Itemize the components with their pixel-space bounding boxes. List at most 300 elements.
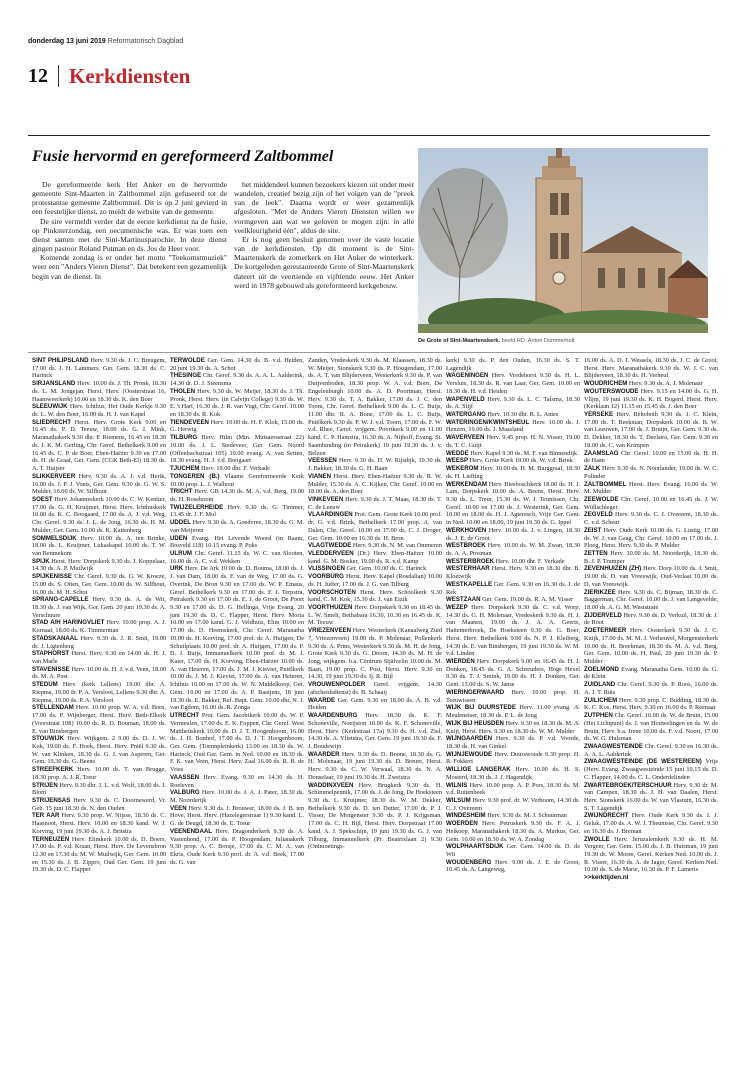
listing-place: STRIJENSAS [32, 796, 71, 804]
listing-place: WOUTERSWOUDE [584, 387, 639, 395]
listing-services: Herv. 10.00 ds. H. S. Mosterd, 18.30 ds. J. J. Hagendijk [446, 766, 580, 781]
listing-entry [308, 357, 442, 457]
listing-services: Herv. 9.30 ds. P. v.d. Voorde, 18.30 ds. H. van Ginkel [446, 735, 580, 750]
listing-services: Herv. Dorpskerk 9.30 en 18.45 ds. L. W. Smelt, Bethabara 16.30, 10.30 en 16.45 ds. K. M. Teeuw [308, 604, 442, 627]
listing-entry [308, 681, 442, 696]
listing-entry [446, 812, 580, 820]
listing-services: Herv. Westerkerk (Kanaalweg Zuid 7, Vriezenveen) 19.00 ds. P. Molenaar, Pollenkerk 9.30 ds. A. Prins, Westerkerk 9.30 ds. M. H. de Jong, Grote Kerk 9.30 ds. G. Doorn, 14.30 ds. M. H. de Jong, wijkgem. b.a. Centrum Stjälvelin 10.00 ds. M. Baan, 19.00 prop. C. Post, Herst. Herv. 9.30 en 14.30, 19 juni 19.30 ds. Ij. R. Bijl [308, 627, 442, 681]
listing-entry [446, 527, 580, 542]
article-paragraph: het middendeel kunnen bezoekers kiezen uit onder meer wandelen, creatief bezig zijn of het volgen van de "preek van de leek". Daarna wordt er weer gezamenlijk afgesloten. "Met de Anders Vieren Diensten willen we vormgeven aan wat we geloven te mogen zijn: in alle veelkleurigheid één", aldus de site. [234, 180, 414, 235]
listing-place: SPIJK [32, 557, 50, 565]
listing-entry [308, 782, 442, 851]
listing-place: WOUDRICHEM [584, 380, 628, 388]
listing-place: ZWOLLE [584, 835, 610, 843]
listing-place: WEKEROM [446, 465, 479, 473]
listing-services: Ger. Gem. 10.00 ds. C. Harinck [346, 565, 427, 573]
listing-place: ZALK [584, 465, 601, 473]
listing-entry [446, 797, 580, 812]
listing-services: (Dr.) Herv. Eben-Haëzer 10.00 kand. G. M. Bosker, 19.00 ds. R. v.d. Kamp [308, 549, 442, 565]
listing-place: UTRECHT [170, 712, 200, 720]
listing-place: WADDINXVEEN [308, 781, 354, 789]
listing-entry [446, 751, 580, 766]
listing-entry [446, 735, 580, 750]
masthead-paper: Reformatorisch Dagblad [107, 38, 184, 45]
listing-services: Herv. 9.30 ds. N. M. van Ommeren [352, 542, 442, 550]
listing-place: ZOETERMEER [584, 627, 627, 635]
listing-entry [32, 619, 166, 634]
listing-place: WAPENVELD [446, 395, 485, 403]
listing-entry [584, 380, 718, 388]
listing-entry [584, 697, 718, 712]
listing-place: WAARDE [308, 696, 336, 704]
listing-entry [32, 403, 166, 418]
listing-services: Chr. Geref. 9.30 ds. A. A. L. Aalderink, 14.30 dr. D. J. Steensma [170, 372, 304, 388]
listing-entry [446, 372, 580, 395]
listing-place: ZOELMOND [584, 665, 619, 673]
listing-place: UDDEL [170, 519, 191, 527]
listing-entry [446, 766, 580, 781]
article-paragraph: Komende zondag is er onder het motto "Toekomstmuziek" weer een "Anders Vieren Dienst". Dat betekent een gezamenlijk begin van de dienst. In [32, 253, 227, 281]
listing-services: Herv. 9.30 ds. M. J. Schuurman [487, 812, 567, 820]
listing-entry [446, 859, 580, 874]
listing-entry [32, 735, 166, 766]
listing-services: Ger. Gem. 9.30 en 16.30 ds. J. de Rek [446, 580, 580, 596]
listing-place: ZIJDERVELD [584, 611, 622, 619]
listing-entry [584, 836, 718, 875]
listing-entry [170, 712, 304, 774]
listing-entry [446, 411, 580, 419]
listing-services: Herv. 10.30 dhr. R. L. Antes [487, 411, 559, 419]
listing-place: WEZEP [446, 604, 468, 611]
listing-services: Herv. Rehoboth 9.30 ds. J. C. Klein, 17.00 ds. T. Beekman, Dorpskerk 10.00 ds. B. W. van Leeuwen, 17.00 ds. J. Bruijn, Ger. Gem. 9.30 ds. D. Dekker, 18.30 ds. T. Deelstra, Ger. Gem. 9.30 en 18.00 ds. C. van Krimpen [584, 411, 718, 449]
listing-entry [446, 658, 580, 689]
listing-place: SLIKKERVEER [32, 472, 76, 480]
listing-services: Herv. 9.30 ds. C. J. Overeem, 18.30 ds. C. v.d. Scheur [584, 511, 718, 527]
listing-services: Herv. 9.30 ds. J. C. Breugem, 17.00 ds. J. H. Lammers. Ger. Gem. 18.30 ds. C. Harinck [32, 357, 166, 380]
listing-entry [32, 681, 166, 704]
listing-entry [446, 542, 580, 557]
listing-services: Evang. Het Levende Woord (in Raam, Bosveld 118) 10.15 evang. P. Poks [170, 534, 304, 550]
listing-place: SLIEDRECHT [32, 418, 71, 426]
listing-place: WIJNJEWOUDE [446, 750, 493, 758]
listing-services: Herv. 19.00 dhr. F. Verkade [201, 465, 270, 473]
listing-place: WOUDENBERG [446, 858, 492, 866]
listing-services: Herv. 18.30 ds. K. F. Schoneville, Noeijston 10.00 ds. K. F. Schoneville, Herst. Herv. (Kerkstraat 17a) 9.30 ds. H. v.d. Ziel, 14.30 ds. A. Vlietstra, Ger. Gem. 19 juni 19.30 ds. F. J. Boudewijn [308, 712, 442, 750]
listing-entry [446, 565, 580, 580]
listing-entry [32, 635, 166, 650]
listing-services: Herv. Dorp 10.00 ds. J. Smit, 19.00 ds. D. van Vreeswijk, Oud-Verlaat 10.00 ds. D. van Vreeswijk [584, 565, 718, 588]
listing-place: VOORSCHOTEN [308, 588, 356, 596]
listing-entry [170, 357, 304, 372]
listing-entry [584, 666, 718, 681]
listing-services: Herv. Oude Kerk 9.30 ds. I. J. Geluk, 17.00 ds. A. W. J. Theunisse, Chr. Geref. 9.30 en 16.30 ds. J. Breman [584, 812, 718, 835]
listing-entry [308, 589, 442, 604]
listing-entry [170, 519, 304, 534]
listing-services: Vrije (Herv. Evang. Zwaagwesteinde 15 juni 10.15 ds. D. C. Flapper, 14.00 ds. C. L. Onderdelinden [584, 758, 718, 781]
listing-place: WESTERBROEK [446, 557, 495, 565]
listing-place: SOEST [32, 495, 53, 503]
listing-place: ZWAAGWESTEINDE [584, 742, 643, 750]
listing-entry [170, 504, 304, 519]
listing-place: STREEFKERK [32, 766, 74, 774]
listing-services: Herv. Ichthus, Het Oude Kerkje 9.30 ds. L. W. den Boer, 16.00 ds. H. J. van Kapel [32, 403, 166, 419]
listing-place: VEEN [170, 804, 187, 812]
listing-place: ZEVENHUIZEN (ZH) [584, 565, 642, 573]
listing-entry [446, 481, 580, 527]
listing-place: THOLEN [170, 387, 196, 395]
section-title: Kerkdiensten [69, 64, 191, 88]
listing-entry [584, 782, 718, 813]
listing-place: UDEN [170, 534, 188, 542]
masthead [28, 38, 183, 45]
listing-place: VLEDDERVEEN [308, 549, 354, 557]
listing-services: Herv. 9.30 ds. W. Meijer, 18.30 ds. J. Th. Pronk, Herst. Herv. (in Calvijn College) 9.30 ds. W. E. 't Hart, 16.30 ds. J. R. van Vugt, Chr. Geref. 10.00 en 18.30 ds. R. Kok [170, 387, 304, 419]
listing-place: SPIJKENISSE [32, 573, 72, 581]
listing-services: Chr. Geref. 10.00 ds. W. de Bruin, 15.00 (Het Lichtpunt) ds. J. van Houwelingen en ds. W. de Bruin, Herv. b.a. Irene 10.00 ds. F. v.d. Noort, 17.00 ds. W. G. Hulsman [584, 712, 718, 743]
listing-place: WERKHOVEN [446, 526, 487, 534]
listing-services: Herv. Jeruzalemkerk 9.30 ds. H. M. Vergeer, Ger. Gem. 15.00 ds. J. B. Huisman, 19 juni 19.30 ds. W. Moree, Geref. Kerken Ned. 10.00 ds. J. R. Visser, 16.30 ds. A. de Jager, Geref. Kerken Ned. 10.00 ds. S. de Marie, 16.30 ds. P. F. Lameris [584, 835, 718, 874]
listing-place: WESTERHAAR [446, 565, 490, 573]
listing-entry [446, 558, 580, 566]
listing-services: Evang. Maranatha Gem. 10.00 ds. G. de Klein [584, 665, 718, 681]
listing-entry [308, 542, 442, 550]
listing-entry [32, 573, 166, 596]
listing-place: SOMMELSDIJK [32, 534, 77, 542]
listing-entry [32, 797, 166, 812]
listing-place: ZWARTEBROEK/TERSCHUUR [584, 781, 672, 789]
listing-entry [170, 828, 304, 867]
listing-entry [584, 743, 718, 758]
listing-entry [446, 450, 580, 458]
listing-services: Herv. 9.30 ds. J. T. Maas, 18.30 ds. T. C. de Leeuw [308, 495, 442, 511]
listing-services: Herst. Herv. Evang. 16.00 ds. W. M. Mulder [584, 480, 718, 496]
listing-place: STAPHORST [32, 650, 70, 658]
listing-services: Herv. 10.00 prop. W. A. v.d. Born, 17.00 ds. P. Wijnberger, Herst. Herv. Beth-Elkerk (Voorstraat 108) 10.00 ds. R. D. Bouman, 18.00 ds. E. van Binsbergen [32, 704, 166, 735]
listing-entry [32, 357, 166, 380]
listing-services: Herv. 9.30 en 18.30 ds. M. A. Kuijt, Herst. Herv. 9.30 en 18.30 ds. W. M. Mulder [446, 719, 580, 735]
listing-services: Herv. 10.00 ds. H. M. Burggraaf, 18.30 ds. H. Liefting [446, 465, 580, 480]
listing-entry [446, 604, 580, 658]
listing-entry [170, 550, 304, 565]
listing-services: Herv. 9.30 ds. J. Brouwer, 18.00 ds. J. B. ten Hove, Herst. Herv. (Hazelegerstraat 1) 9.30 kand. L. G. de Deugd, 18.30 ds. E. Treur [170, 804, 304, 828]
listing-place: VEENENDAAL [170, 827, 212, 835]
listing-services: Herv. 9.30 ds. G. Timmer, 13.45 dr. J. F. Mol [170, 503, 304, 519]
listing-services: Herv. 10.00 ds. T. van Brugge, 18.30 prop. A. J. R. Treur [32, 766, 166, 781]
listing-services: Prot. Gem. Grote Kerk 10.00 prof. dr. G. v.d. Brink, Bethelkerk 17.00 prop. A. van Dalen, Chr. Geref. 10.00 en 17.00 ds. C. J. Droger, Ger. Gem. 10.00 en 16.30 ds. H. Bron [308, 511, 442, 542]
listing-entry [32, 782, 166, 797]
listing-entry [170, 488, 304, 503]
listing-services: Herv. 10.00 prop. A. J. Kornaat, 18.00 ds. K. Timmerman [32, 619, 166, 635]
listing-services: Herv. Kapel 9.30 ds. M. F. van Binnendijk [470, 449, 578, 457]
listing-services: Herv. 9.00 ds. J. E. de Groot, 10.45 ds. A. Langeweg, [446, 858, 580, 874]
listing-entry [446, 465, 580, 480]
listing-entry [446, 396, 580, 411]
article-headline: Fusie hervormd en gereformeerd Zaltbommel [32, 148, 334, 165]
listing-column-1 [32, 357, 166, 1043]
listing-services: Herst. Herv. Schoolkerk 9.30 kand. C. M. Kok, 15.30 ds. J. van Eizik [308, 588, 442, 604]
listing-services: Herv. 10.00 ds. A. ten Brinke, 18.00 ds. L. Kruijmer, Lukaskapel 10.00 ds. T. W. van Benmekom [32, 534, 166, 557]
listing-place: VOORBURG [308, 573, 344, 581]
listing-services: Herv. Elimkerk 10.00 ds. D. Boers, 17.00 ds. P. v.d. Kraan, Herst. Herv. De Levensbron 12.30 en 17.30 ds. M. W. Muilwijk, Ger. Gem. 10.00 en 15.30 ds. J. B. Zippro, Oud Ger. Gem. 19 juni 19.30 ds. D. C. Flapper [32, 835, 166, 874]
listing-entry [308, 496, 442, 511]
listing-place: WOERDEN [446, 820, 478, 828]
listing-services: Herst. Herv. Kapel (Rosdalian) 10.00 ds. H. Juffer, 17.00 ds. J. G. van Tilburg [308, 573, 442, 588]
listing-entry [32, 419, 166, 473]
listing-services: Herv. Grote Kerk 19.00 ds. W. v.d. Brink [469, 457, 573, 465]
listing-services: Prot. Gem. Jacobikerk 10.00 ds. W. P. Vermeulen, 17.00 ds. E. K. Foppen, Chr. Geref. West Mattheüskerk 10.00 ds. D. J. T. Hoogenboom, 16.00 ds. J. H. Bonhof, 17.00 ds. D. J. T. Hoogenboom, Ger. Gem. (Toennpleinkerk) 13.00 en 18.30 ds. W. Harinck, Oud Ger. Gem. in Ned. 10.00 en 18.30 ds. F. K. van Veen, Herst. Herv. Zaal 16.00 ds. R. B. de Vries [170, 712, 304, 774]
listing-services: Vlaams Gereformeerde Kerk 10.00 prop. L. J. Walhout [170, 472, 304, 488]
listing-services: Herv. 10.00 dhr. F. Verkade [495, 557, 565, 565]
listing-place: WIJNGAARDEN [446, 735, 493, 743]
listing-entry [170, 372, 304, 387]
listing-services: 16.00 ds. A. D. J. Wessels, 18.30 ds. J. C. de Groot, Herst. Herv. Maranathakerk 9.30 ds. W. J. C. van Blijderveen, 18.30 ds. H. Verheul [584, 357, 718, 380]
listing-entry [584, 712, 718, 743]
listing-entry [308, 457, 442, 472]
listing-services: Herv. 10.00 ds. J. A. J. Pater, 18.30 ds. M. Noorderijk [170, 789, 304, 804]
listing-place: YERSEKE [584, 411, 614, 419]
listing-entry [32, 473, 166, 496]
listing-place: VALBURG [170, 789, 200, 797]
listing-place: ZALTBOMMEL [584, 480, 627, 488]
listing-place: WIERDEN [446, 658, 475, 666]
listing-place: VINKEVEEN [308, 495, 344, 503]
listing-entry [584, 758, 718, 781]
listing-place: ZEIST [584, 526, 602, 534]
listing-place: ZWAAGWESTEINDE (DE WESTEREEN) [584, 758, 702, 766]
page-number: 12 [28, 65, 59, 87]
listing-place: ZIERIKZEE [584, 588, 616, 596]
listing-place: WAARDENBURG [308, 712, 358, 720]
listing-place: URK [170, 565, 184, 573]
listing-entry [308, 751, 442, 782]
listing-services: Herv. 10.00 ds. J. Henzen, 19.00 ds. J. Maasland [446, 418, 580, 434]
listing-services: Herv. 10.00 ds. W. M. Zwan, 18.30 ds. A. A. Prosman [446, 542, 580, 557]
photo-credit: beeld RD, Anton Dommerholt [501, 338, 575, 344]
listing-services: Herst. Herv. Dorpskerk 9.30 ds. J. Koppelaar, 14.30 ds. A. P. Muilwijk [32, 557, 166, 573]
listing-place: SLEEUWIJK [32, 403, 68, 411]
listing-services: Herv. 9.30 ds. J. R. Smit, 19.00 ds. J. Ligtenberg [32, 634, 166, 650]
listing-services: Herv. Evang. 9.30 en 14.30 ds. H. Roeleven [170, 773, 304, 789]
listing-services: Chr. Geref. 10.00 en 16.45 ds. J. W. Wüllschleger [584, 495, 718, 511]
listing-place: WAVERVEEN [446, 434, 485, 442]
listing-services: Herv. Oosterkerk 9.30 ds. J. C. Kuijk, 17.00 ds. M. M. J. Verheuvel, Morgensterkerk 10.00 ds. H. Breekman, 18.30 ds. M. A. v.d. Berg, Ger. Gem. 10.00 ds. H. Paul, 20 juni 19.30 ds. P. Mulder [584, 627, 718, 666]
listing-place: VOORTHUIZEN [308, 604, 353, 611]
listing-place: VLAGTWEDDE [308, 542, 352, 550]
photo-caption-text: De Grote of Sint-Maartenskerk. [418, 338, 501, 344]
listing-services: Herv. 9.30 prop. C. Budding, 18.30 ds. K. C. Kos, Herst. Herv. 9.30 en 16.00 ds. P. Reenaar [584, 696, 718, 712]
listing-place: WILSUM [446, 796, 471, 804]
listing-services: Herv. 11.00 evang. A. Meuleneiser, 18.30 ds. P. L. de Jong [446, 704, 580, 720]
listing-services: Ger. Gem. 14.00 ds. D. de Wit [446, 843, 580, 858]
listing-services: Herst. Herv. 9.30 en 14.00 ds. H. J. van Marle [32, 650, 166, 666]
listing-place: WEESP [446, 457, 469, 465]
listing-services: Herv. Dragonderkerk 9.30 ds. A. Vastenhond, 17.00 ds. P. Hoogendam, Julianakerk 9.30 prop. A. C. Borsje, 17.00 ds. C. M. A. van Ekris, Oude Kerk 9.30 prof. dr. A. v.d. Beek, 17.00 ds. G. van [170, 827, 304, 866]
listing-place: TER AAR [32, 812, 60, 820]
listing-place: WIJK BIJ DUURSTEDE [446, 704, 516, 712]
listing-services: Herv. (kerk Lellens) 19.00 dhr. A. Riepma, 19.00 dr. P. A. Versloot, Lellens 9.30 dhr. A. Riepma, 19.00 ds. P. A. Versloot [32, 681, 166, 704]
listing-entry [584, 565, 718, 588]
listing-entry [584, 465, 718, 480]
listing-services: kerk) 9.30 ds. P. den Ouden, 16.30 ds. S. T. Lagendijk [446, 357, 580, 372]
listing-place: TONGEREN (B.) [170, 472, 220, 480]
listing-entry [308, 712, 442, 751]
listing-entry [308, 511, 442, 542]
listing-place: WATERGANG [446, 411, 486, 419]
listing-services: Herv. 10.00 ds. H. J. v.d. Veen, 18.00 ds. M. A. Post [32, 665, 166, 681]
listing-entry [170, 565, 304, 712]
listing-services: Zanden, Vredeskerk 9.30 ds. M. Klaassen, 18.30 ds. W. Meijer, Sionskerk 9.30 ds. P. Hoogendam, 17.00 ds. A. T. van Blijderveen, Westerkerk 9.30 ds. P. van Duijvenboden, 18.30 prop. W. A. v.d. Born, De Engelenburgh 10.00 ds. A. D. Poortman, Herst. Herv. 9.30 ds. T. A. Bakker, 17.00 ds. J. C. den Toom, Chr. Geref. Bethelkerk 9.00 ds. L. C. Buijs, 11.00 dhr. R. A. Bone, 17.00 ds. L. C. Buijs, Pniëlkerk 9.30 ds. P. W. J. v.d. Toorn, 17.00 ds. F. W. v.d. Rhee, Geref. vrijgem. Poortkerk 9.00 en 11.00 kand. C. P. Hamstra, 16.30 ds. A. Nijhoff, Evang. St. Saambinding (in Petrakerk) 19 juni 19.30 ds. J. v. Belzen [308, 357, 442, 457]
article-paragraph: Er is nog geen besluit genomen over de vaste locatie van de kerkdiensten. Op dit moment is de Sint-Maartenskerk de zomerkerk en Het Anker de winterkerk. De kortgeleden gerestaureerde Grote of Sint-Maartenskerk dateert uit de veertiende en vijftiende eeuw. Het Anker werd in 1978 gebouwd als gereformeerd kerkgebouw. [234, 234, 414, 290]
listing-services: Herv. 9.30 ds. A. J. v.d. Herik, 16.00 ds. J. P. J. Voets, Ger. Gem. 9.30 ds. G. W. S. Mulder, 16.00 ds. W. Silfhout [32, 472, 166, 496]
listing-place: WERKENDAM [446, 480, 487, 488]
listing-services: Ger. Gem. 14.30 ds. B. v.d. Heiden, 20 juni 19.30 ds. A. Schot [170, 357, 304, 372]
listing-services: Chr. Geref. 9.30 ds. P. Roos, 16.00 ds. A. J. T. Ruis [584, 681, 718, 696]
listing-services: Ger. Gem. 19.00 ds. R. A. M. Visser [482, 596, 574, 604]
listing-entry [446, 843, 580, 858]
listing-entry [446, 782, 580, 797]
listing-services: Herv. De Ark 10.00 ds. D. Bouma, 18.00 ds. J. J. van Dam, 18.00 ds. F. van de Weg, 17.00 ds. G. Overink, De Bron 9.30 en 17.00 ds. W. P. Emaus, Geref. Bethelkerk 9.30 en 17.00 ds. F. J. Terpstra, Petrakerk 9.30 en 17.00 ds. E. J. de Groot, De Poort 9.30 en 17.00 ds. D. G. Hellinga, Vrije Evang. 20 juni 19.30 ds. D. C. Flapper, Herst. Herv. Moria 10.00 en 17.00 kand. G. J. Veldhuis, Elim 10.00 en 17.00 ds. D. Heemskerk, Chr. Geref. Maranatha 10.00 ds. H. Korving, 17.00 prof. dr. A. Huijgen, De Schuilplaats 10.00 prof. dr. A. Huijgen, 17.00 ds. P. D. J. Buijs, Immanuelkerk 10.00 prof. dr. M. J. Kater, 17.00 ds. H. Korving, Eben-Haëzer 10.00 ds. A. van Heteren, 17.00 ds. J. M. J. Kieviet, Pniëlkerk 10.00 ds. J. M. J. Kieviet, 17.00 ds. A. van Heteren, Ichthus 10.00 en 17.00 ds. W. N. Middelkoop, Ger. Gem. 10.00 en 17.00 ds. A. P. Baaijens, 18 juni 19.30 ds. E. Bakker, Ref. Bapt. Gem. 10.00 dhr. N. J. van Egdom, 16.00 ds. R. Zonga [170, 565, 304, 712]
listing-services: Herv. 9.30 ds. A. J. Molenaar [628, 380, 703, 388]
listing-place: WILNIS [446, 781, 468, 789]
listing-place: WOLPHAARTSDIJK [446, 843, 504, 851]
listing-entry [446, 689, 580, 704]
listing-services: Herv. 9.30 ds. A. de Wit, 18.30 ds. J. van Wijk, Ger. Gem. 20 juni 19.30 ds. A. Verschuure [32, 596, 166, 619]
listing-entry [170, 465, 304, 473]
listing-entry [170, 789, 304, 804]
listing-place: VRIEZENVEEN [308, 627, 352, 635]
listing-place: WILLIGE LANGERAK [446, 766, 511, 774]
listing-entry [584, 527, 718, 550]
mid-divider [28, 352, 710, 353]
listing-place: SINT PHILIPSLAND [32, 357, 89, 364]
listing-place: ZEEWOLDE [584, 495, 619, 503]
listing-entry [32, 380, 166, 403]
listing-place: VROUWENPOLDER [308, 681, 366, 689]
listing-services: Herv. 9.45 prop. H. N. Visser, 19.00 ds. T. C. Guijt [446, 434, 580, 449]
listing-entry [584, 450, 718, 465]
listing-entry [170, 388, 304, 419]
listing-services: Herv. Duurswoude 9.30 prop. H. R. Fokkert [446, 750, 580, 766]
listing-place: STELLENDAM [32, 704, 74, 712]
listing-place: WINDESHEIM [446, 812, 486, 820]
listing-services: Herv. 10.00 ds. J. Th. Pronk, 18.30 ds. L. M. Jongejan, Herst. Herv. (Oosterstraat 16, Haamweerkerk) 10.00 en 18.30 ds. K. den Boer [32, 380, 166, 403]
listing-place: WIJK BIJ HEUSDEN [446, 719, 504, 727]
listing-place: STEDUM [32, 681, 58, 689]
listing-services: Herv. Hilm (Min. Mutsaersstraat 22) 10.00 ds. J. L. Stedeveer, Ger. Gem. Noord (Offenbachstraat 105) 10.00 evang. A. van Setten, 18.30 evang. H. J. v.d. Boogaart [170, 434, 304, 465]
more-link[interactable]: >>kerktijden.nl [584, 874, 629, 882]
listing-entry [308, 604, 442, 627]
listing-entry [308, 473, 442, 496]
listing-entry [584, 511, 718, 526]
listing-place: WAGENINGEN [446, 372, 489, 380]
masthead-date: donderdag 13 juni 2019 [28, 38, 106, 45]
listing-place: STAVENISSE [32, 665, 70, 673]
listing-place: TRICHT [170, 488, 193, 496]
listing-entry [32, 650, 166, 665]
listing-place: VEESSEN [308, 457, 337, 465]
listing-services: Herv. 10.00 ds. M. Noorderijk, 18.30 ds. B. J. P. Trumper [584, 549, 718, 565]
listing-place: TIENDEVEEN [170, 418, 209, 426]
listing-place: ZETTEN [584, 549, 608, 557]
article-column-2 [234, 180, 414, 290]
article-paragraph: De sire vermeldt verder dat de eerste kerkdienst na de fusie, op Pinksterzondag, een oecumenische was. Er was toen een dienst samen met de Sint-Martinusparochie. In deze dienst gingen pastoor Roland Putman en ds. Jos de Heer voor. [32, 216, 227, 254]
listing-services: Herv. 10.00 prop. H. Teeuwissen [446, 688, 580, 704]
listing-entry [584, 812, 718, 835]
listing-place: STADSKANAAL [32, 634, 78, 642]
listing-services: Herst. Herv. Eben-Haëzer 9.30 ds. R. W. Mulder, 15.30 ds. A. C. Kijken, Chr. Geref. 10.00 en 18.00 ds. A. den Boer [308, 472, 442, 496]
listing-services: Herv. 10.00 ds. J. v. Lingen, 18.30 ds. J. E. de Groot [446, 526, 580, 542]
listing-entry [32, 558, 166, 573]
listing-services: Herv. GB 14.30 ds. M. A. v.d. Berg, 19.00 ds. H. Roseboom [170, 488, 304, 503]
listing-entry [584, 589, 718, 612]
listing-entry [32, 535, 166, 558]
listing-services: Geref. vrijgem. 14.30 (afscheidsdienst) ds. B. Schaaij [308, 681, 442, 696]
listing-place: SPRANG-CAPELLE [32, 596, 89, 604]
listing-entry [32, 496, 166, 535]
listing-entry [446, 357, 580, 372]
listing-entry [308, 550, 442, 565]
listing-place: WESTBROEK [446, 542, 486, 550]
listing-services: Herv. 9.30 ds. C. Doornewerd, Vr. Geb. 15 juni 18.30 ds. N. den Ouden [32, 796, 166, 812]
listing-services: Herv. 9.30 ds. D. Verkuil, 18.30 dr. J. de Root [584, 611, 718, 627]
listing-services: Chr. Geref. 11.15 ds. W. C. van Slooten, 16.00 ds. A. C. v.d. Wekken [170, 549, 304, 565]
listing-place: ZAAMSLAG [584, 449, 619, 457]
listing-place: SIRJANSLAND [32, 380, 76, 388]
listing-services: Herv. 9.30 dr. M. van Campen, 18.30 ds. J. H. van Daalen, Herst. Herv. Sionskerk 16.00 ds. W. van Vlastuin, 16.30 ds. S. T. Lagendijk [584, 781, 718, 812]
listing-place: ZWIJNDRECHT [584, 812, 629, 820]
listing-place: ZUILICHEM [584, 696, 618, 704]
listing-services: Herv. Biesboschkerk 18.00 ds. H. J. Lam, Dorpskerk 10.00 ds. A. Beens, Herst. Herv. 9.30 ds. L. Treur, 15.30 ds. W. J. Teunissen, Chr. Geref. 10.00 en 17.00 ds. J. Westerink, Ger. Gem. 10.00 en 18.00 ds. H. J. Agteresch, Vrije Ger. Gem. in Ned. 10.00 en 18.00, 19 juni 19.30 ds. G. Ippel [446, 480, 580, 527]
listing-entry [308, 573, 442, 588]
listing-entry [584, 411, 718, 450]
listing-place: WIERINGERWAARD [446, 688, 505, 696]
listing-entry [584, 388, 718, 411]
listing-entry [584, 357, 718, 380]
listing-services: Herv. 9.30 dhr. J. L. v.d. Wolf, 18.00 ds. J. Blom [32, 781, 166, 797]
listing-services: Herv. Dorpskerk 9.30 ds. C. v.d. Worp, 14.30 ds. G. H. Molenaar, Vredeskerk 9.30 ds. H. J. van Maanen, 19.00 ds. J. A. A. Geerts, Hattemerbroek, De Hoeksteen 9.30 ds. G. Boer, Herst. Herv. Bethelkerk 9.00 ds. N. P. J. Kleiberg, 14.30 ds. E. van Binsbergen, 19 juni 19.30 ds. W. M. v.d. Linden [446, 604, 580, 658]
listing-services: Herst. Herv. 9.30 en 18.30 dhr. B. Kloetwijk [446, 565, 580, 581]
listing-column-5 [584, 357, 718, 1043]
listing-entry [446, 457, 580, 465]
listing-entry [32, 704, 166, 735]
listing-services: Herv. 9.30 ds. C. Bijman, 18.30 ds. C. Baggerman, Chr. Geref. 10.00 ds. J. van Langevelde, 18.00 ds. A. G. M. Weststrate [584, 588, 718, 611]
listing-entry [584, 481, 718, 496]
listing-entry [32, 596, 166, 619]
listing-entry [32, 836, 166, 875]
listing-services: Herv. Vredehorst 9.30 ds. H. L. Versluis, 18.30 ds. R. van Laar, Ger. Gem. 10.00 en 18.30 ds. H. v.d. Heiden [446, 372, 580, 395]
listing-place: VLAARDINGEN [308, 511, 353, 519]
listing-place: VAASSEN [170, 773, 200, 781]
listing-place: VIANEN [308, 472, 332, 480]
listing-entry [308, 627, 442, 681]
listing-place: STRIJEN [32, 781, 58, 789]
listing-entry [170, 419, 304, 434]
listing-entry [170, 535, 304, 550]
listing-place: ZUTPHEN [584, 712, 613, 720]
listing-services: Herv. 9.30 ds. L. C. Talsma, 18.30 ds. A. Stijf [446, 395, 580, 411]
photo-caption [418, 338, 708, 344]
listing-place: WAARDER [308, 750, 340, 758]
listing-place: STOUWIJK [32, 735, 65, 743]
listing-place: TWIJZELERHEIDE [170, 503, 224, 511]
listing-place: WEDDE [446, 449, 469, 457]
listing-entry [32, 666, 166, 681]
listing-entry [446, 720, 580, 735]
listing-entry [446, 581, 580, 596]
listing-services: Herv. 9.15 en 14.00 ds. G. H. Vlijm, 19 juni 19.30 ds. K. H. Bogerd, Herst. Herv. (Kerklaan 12) 11.15 en 15.45 ds. J. den Boer [584, 387, 718, 411]
listing-place: TILBURG [170, 434, 198, 442]
church-photo [418, 148, 708, 333]
